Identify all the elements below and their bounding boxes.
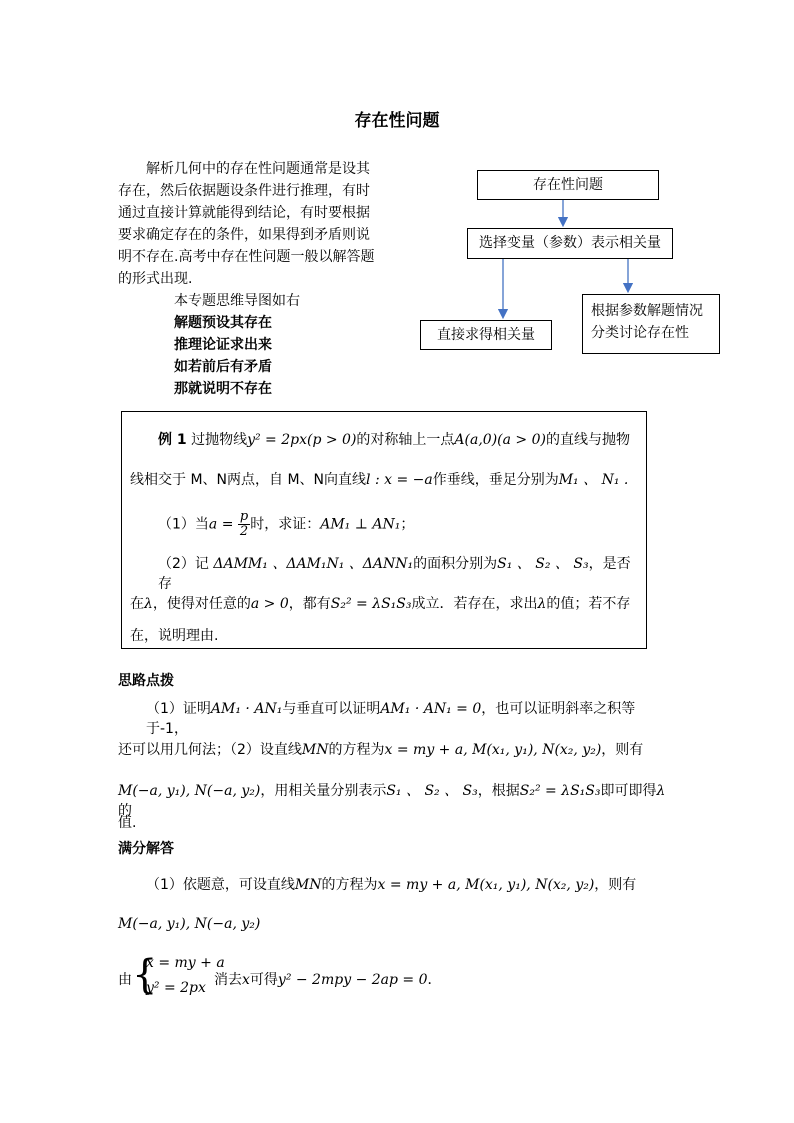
example-row-2: 线相交于 M、N两点，自 M、N向直线l : x = −a作垂线，垂足分别为M₁ 、 N₁ . [130,472,629,488]
system-eq-2: y² = 2px [146,980,206,996]
flow-box-discuss: 根据参数解题情况分类讨论存在性 [582,294,720,354]
fraction: $\frac{p}{2}$ [239,509,249,539]
mindmap-note: 本专题思维导图如右 [174,293,300,309]
motto-line-3: 如若前后有矛盾 [174,359,272,375]
example-row-6: 在，说明理由. [130,628,219,644]
example-box [121,411,647,649]
system-eq-1: x = my + a [146,955,225,971]
example-row-1: 例 1 过抛物线y² = 2px(p > 0)的对称轴上一点A(a,0)(a > 0)的直线与抛物 [158,432,630,448]
motto-line-2: 推理论证求出来 [174,337,272,353]
hints-line-4: 值. [118,815,137,831]
hints-line-2: 还可以用几何法；（2）设直线MN的方程为x = my + a, M(x₁, y₁), N(x₂, y₂)，则有 [118,742,644,758]
flow-box-variables: 选择变量（参数）表示相关量 [467,228,673,259]
solution-line-1: （1）依题意，可设直线MN的方程为x = my + a, M(x₁, y₁), N(x₂, y₂)，则有 [146,877,637,893]
example-row-3: （1）当a = $\frac{p}{2}$ 时，求证：AM₁ ⊥ AN₁； [158,509,415,539]
motto-line-1: 解题预设其存在 [174,315,272,331]
flow-box-direct: 直接求得相关量 [420,320,552,350]
intro-paragraph: 解析几何中的存在性问题通常是设其存在，然后依据题设条件进行推理，有时通过直接计算就能得到结论，有时要根据要求确定存在的条件，如果得到矛盾则说明不存在.高考中存在性问题一般以解答题的形式出现. [118,161,375,287]
flow-box-topic: 存在性问题 [477,170,659,200]
solution-line-3: 由 { x = my + a y² = 2px 消去x可得y² − 2mpy − 2ap = 0． [118,952,442,998]
example-row-4: （2）记 ΔAMM₁ 、ΔAM₁N₁ 、ΔANN₁的面积分别为S₁ 、 S₂ 、 S₃，是否存 [158,556,631,592]
example-row-5: 在λ，使得对任意的a > 0，都有S₂² = λS₁S₃成立．若存在，求出λ的值；若不存 [130,596,631,612]
solution-heading: 满分解答 [118,841,174,857]
hints-heading: 思路点拨 [118,673,174,689]
hints-line-3: M(−a, y₁), N(−a, y₂)，用相关量分别表示S₁ 、 S₂ 、 S₃，根据S₂² = λS₁S₃即可即得λ的 [118,783,666,819]
page-title: 存在性问题 [354,111,440,131]
example-label: 例 1 [158,432,187,448]
motto-line-4: 那就说明不存在 [174,381,272,397]
left-brace: { [132,952,158,998]
solution-line-2: M(−a, y₁), N(−a, y₂) [118,916,261,932]
hints-line-1: （1）证明AM₁ · AN₁与垂直可以证明AM₁ · AN₁ = 0，也可以证明斜率之积等于-1， [146,701,636,737]
